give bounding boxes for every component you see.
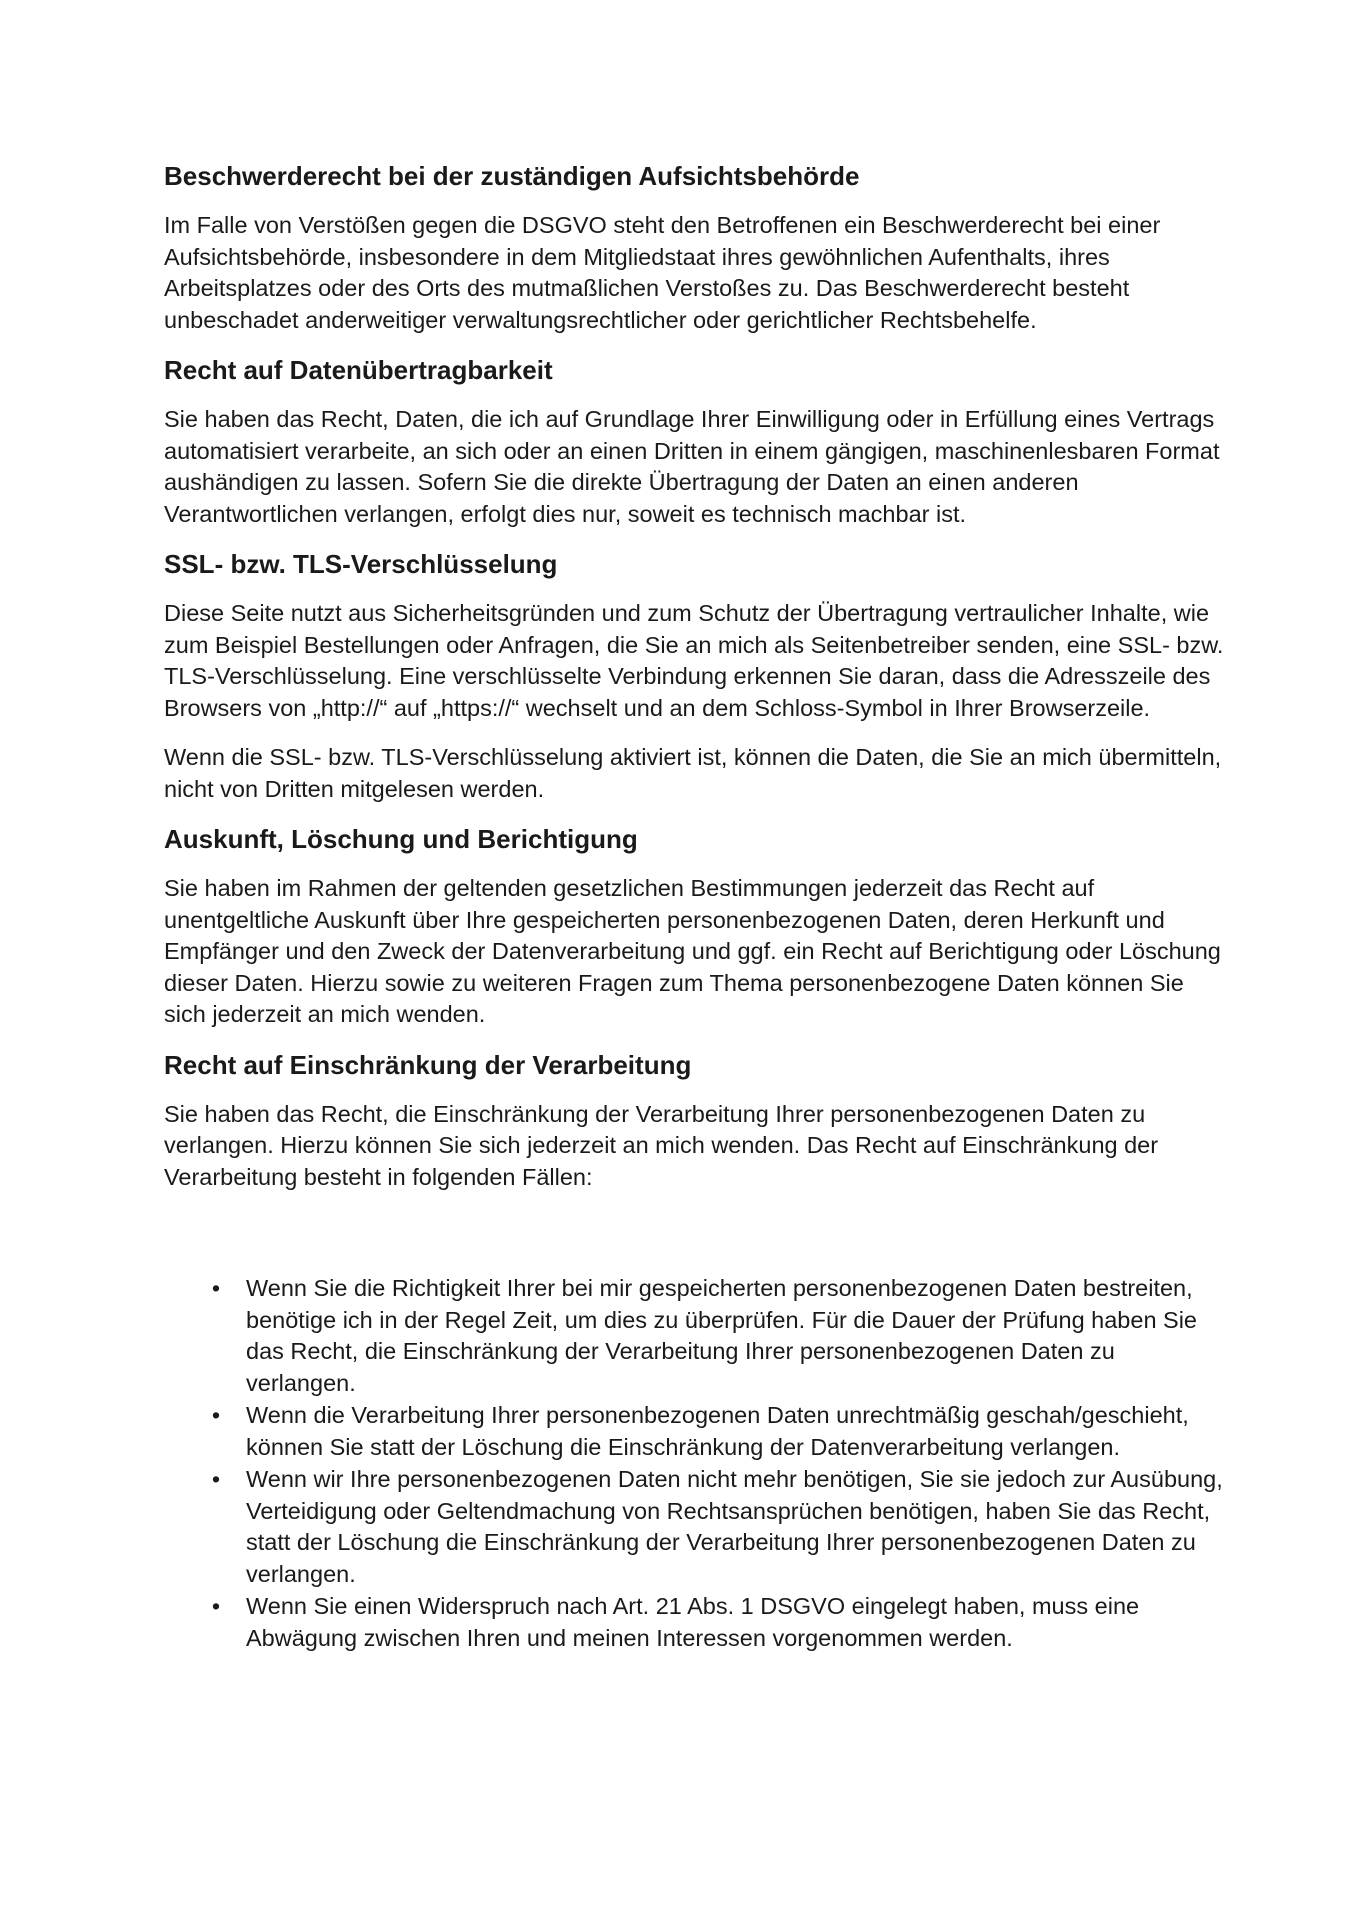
spacer [164,1211,1224,1273]
restriction-cases-list [164,1273,1224,1654]
section-paragraph: Sie haben das Recht, Daten, die ich auf Grundlage Ihrer Einwilligung oder in Erfüllung eines Vertrags automatisiert verarbeite, an sich oder an einen Dritten in einem gängigen, maschinenlesbaren Format aushändigen zu lassen. Sofern Sie die direkte Übertragung der Daten an einen anderen Verantwortlichen verlangen, erfolgt dies nur, soweit es technisch machbar ist. [164,406,1220,527]
list-item [164,1400,1224,1463]
list-item-text: Wenn Sie einen Widerspruch nach Art. 21 Abs. 1 DSGVO eingelegt haben, muss eine Abwägung zwischen Ihren und meinen Interessen vorgenommen werden. [246,1593,1140,1651]
list-item-text: Wenn die Verarbeitung Ihrer personenbezogenen Daten unrechtmäßig geschah/geschieht, können Sie statt der Löschung die Einschränkung der Datenverarbeitung verlangen. [246,1402,1189,1460]
section-paragraph: Sie haben das Recht, die Einschränkung der Verarbeitung Ihrer personenbezogenen Daten zu verlangen. Hierzu können Sie sich jederzeit an mich wenden. Das Recht auf Einschränkung der Verarbeitung besteht in folgenden Fällen: [164,1100,1159,1190]
list-item [164,1464,1224,1590]
list-item [164,1273,1224,1399]
bullet-icon: • [211,1593,221,1619]
bullet-icon: • [211,1466,221,1492]
section-heading: Auskunft, Löschung und Berichtigung [164,824,638,854]
bullet-icon: • [211,1402,221,1428]
section-information-deletion [164,823,1224,1031]
section-heading: Recht auf Datenübertragbarkeit [164,355,553,385]
section-paragraph: Wenn die SSL- bzw. TLS-Verschlüsselung aktiviert ist, können die Daten, die Sie an mich übermitteln, nicht von Dritten mitgelesen werden. [164,744,1222,802]
section-heading: Recht auf Einschränkung der Verarbeitung [164,1049,692,1080]
section-data-portability [164,354,1224,530]
document-page [164,160,1224,1655]
list-item-text: Wenn Sie die Richtigkeit Ihrer bei mir gespeicherten personenbezogenen Daten bestreiten, benötige ich in der Regel Zeit, um dies zu überprüfen. Für die Dauer der Prüfung haben Sie das Recht, die Einschränkung der Verarbeitung Ihrer personenbezogenen Daten zu verlangen. [246,1275,1198,1396]
section-restriction-processing [164,1049,1224,1194]
section-complaint-right [164,160,1224,336]
section-heading: SSL- bzw. TLS-Verschlüsselung [164,549,558,579]
section-ssl-tls [164,548,1224,805]
list-item [164,1591,1224,1654]
list-item-text: Wenn wir Ihre personenbezogenen Daten nicht mehr benötigen, Sie sie jedoch zur Ausübung, Verteidigung oder Geltendmachung von Rechtsansprüchen benötigen, haben Sie das Recht, statt der Löschung die Einschränkung der Verarbeitung Ihrer personenbezogenen Daten zu verlangen. [246,1466,1223,1587]
section-heading: Beschwerderecht bei der zuständigen Aufsichtsbehörde [164,161,860,191]
section-paragraph: Diese Seite nutzt aus Sicherheitsgründen und zum Schutz der Übertragung vertraulicher Inhalte, wie zum Beispiel Bestellungen oder Anfragen, die Sie an mich als Seitenbetreiber senden, eine SSL- bzw. TLS-Verschlüsselung. Eine verschlüsselte Verbindung erkennen Sie daran, dass die Adresszeile des Browsers von „http://“ auf „https://“ wechselt und an dem Schloss-Symbol in Ihrer Browserzeile. [164,600,1224,721]
bullet-icon: • [211,1275,221,1301]
section-paragraph: Im Falle von Verstößen gegen die DSGVO steht den Betroffenen ein Beschwerderecht bei einer Aufsichtsbehörde, insbesondere in dem Mitgliedstaat ihres gewöhnlichen Aufenthalts, ihres Arbeitsplatzes oder des Orts des mutmaßlichen Verstoßes zu. Das Beschwerderecht besteht unbeschadet anderweitiger verwaltungsrechtlicher oder gerichtlicher Rechtsbehelfe. [164,212,1161,333]
section-paragraph: Sie haben im Rahmen der geltenden gesetzlichen Bestimmungen jederzeit das Recht auf unentgeltliche Auskunft über Ihre gespeicherten personenbezogenen Daten, deren Herkunft und Empfänger und den Zweck der Datenverarbeitung und ggf. ein Recht auf Berichtigung oder Löschung dieser Daten. Hierzu sowie zu weiteren Fragen zum Thema personenbezogene Daten können Sie sich jederzeit an mich wenden. [164,875,1221,1027]
